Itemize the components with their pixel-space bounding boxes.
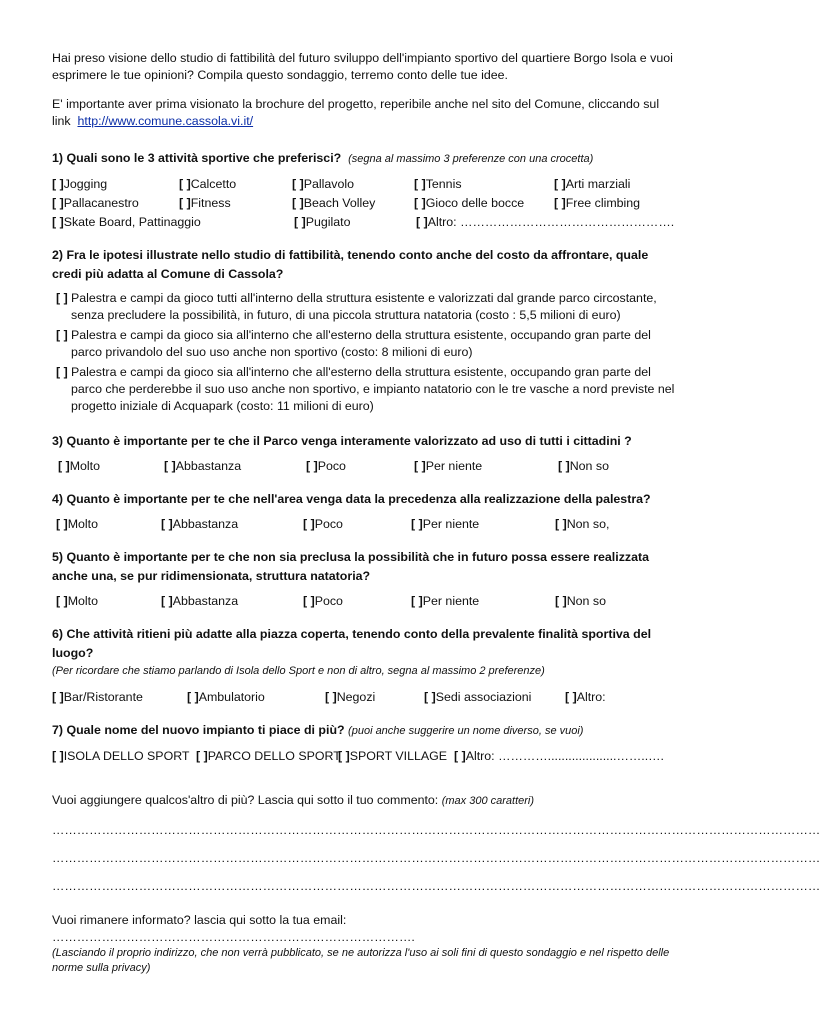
q4-options — [52, 515, 677, 534]
q1-option-arti-marziali[interactable]: [ ]Arti marziali — [554, 177, 631, 191]
q3-option-non-so[interactable]: [ ]Non so — [558, 459, 609, 473]
q4-option-non-so[interactable]: [ ]Non so, — [555, 517, 610, 531]
q6-option-altro[interactable]: [ ]Altro: — [565, 690, 606, 704]
q7-option-village[interactable]: [ ]SPORT VILLAGE — [338, 749, 448, 763]
q1-option-pugilato[interactable]: [ ]Pugilato — [294, 215, 351, 229]
q3-option-abbastanza[interactable]: [ ]Abbastanza — [164, 459, 242, 473]
email-prompt[interactable]: Vuoi rimanere informato? lascia qui sotto la tua email: ……………………………………………………………………………. — [52, 913, 415, 944]
q5-options — [52, 592, 677, 611]
q7-option-isola[interactable]: [ ]ISOLA DELLO SPORT — [52, 749, 190, 763]
survey-page — [52, 50, 820, 976]
q5-option-molto[interactable]: [ ]Molto — [56, 594, 99, 608]
q1-option-tennis[interactable]: [ ]Tennis — [414, 177, 462, 191]
q6-option-sedi[interactable]: [ ]Sedi associazioni — [424, 690, 532, 704]
q3-option-poco[interactable]: [ ]Poco — [306, 459, 346, 473]
q3-option-molto[interactable]: [ ]Molto — [58, 459, 101, 473]
intro-link-paragraph — [52, 96, 677, 130]
comment-prompt-text: Vuoi aggiungere qualcos'altro di più? Lascia qui sotto il tuo commento: — [52, 793, 439, 807]
q2-option-1[interactable]: [ ] Palestra e campi da gioco tutti all'interno della struttura esistente e valorizzati dal grande parco circostante, senza precludere la possibilità, in futuro, di una piccola struttura natatoria (costo : 5,5 milioni di euro) — [56, 291, 657, 322]
q1-option-free-climbing[interactable]: [ ]Free climbing — [554, 196, 641, 210]
q5-option-per-niente[interactable]: [ ]Per niente — [411, 594, 480, 608]
q4-option-abbastanza[interactable]: [ ]Abbastanza — [161, 517, 239, 531]
q1-option-pallavolo[interactable]: [ ]Pallavolo — [292, 177, 354, 191]
comment-note: (max 300 caratteri) — [441, 795, 535, 807]
question-1-title: 1) Quali sono le 3 attività sportive che preferisci? — [52, 151, 342, 165]
question-6: 6) Che attività ritieni più adatte alla piazza coperta, tenendo conto della prevalente finalità sportiva del luogo? — [52, 627, 652, 660]
question-7-note: (puoi anche suggerire un nome diverso, se vuoi) — [348, 725, 584, 737]
privacy-footnote: (Lasciando il proprio indirizzo, che non verrà pubblicato, se ne autorizza l'uso ai soli fini di questo sondaggio e nel rispetto delle norme sulla privacy) — [52, 947, 670, 974]
q1-row-3 — [52, 213, 677, 232]
q1-option-jogging[interactable]: [ ]Jogging — [52, 177, 108, 191]
q7-options — [52, 747, 677, 766]
q1-row-2 — [52, 194, 677, 213]
q1-option-gioco-bocce[interactable]: [ ]Gioco delle bocce — [414, 196, 525, 210]
intro-link-text: E' importante aver prima visionato la brochure del progetto, reperibile anche nel sito del Comune, cliccando sul link — [52, 97, 660, 128]
q2-option-2[interactable]: [ ] Palestra e campi da gioco sia all'interno che all'esterno della struttura esistente, occupando gran parte del parco privandolo del suo uso anche non sportivo (costo: 8 milioni di euro) — [56, 328, 651, 359]
comune-link[interactable]: http://www.comune.cassola.vi.it/ — [77, 114, 254, 128]
q5-option-poco[interactable]: [ ]Poco — [303, 594, 343, 608]
question-3: 3) Quanto è importante per te che il Parco venga interamente valorizzato ad uso di tutti i cittadini ? — [52, 434, 632, 448]
q7-option-parco[interactable]: [ ]PARCO DELLO SPORT — [196, 749, 341, 763]
intro-paragraph: Hai preso visione dello studio di fattibilità del futuro sviluppo dell'impianto sportivo del quartiere Borgo Isola e vuoi esprimere le tue opinioni? Compila questo sondaggio, terremo conto delle tue idee. — [52, 51, 673, 82]
q1-option-beach-volley[interactable]: [ ]Beach Volley — [292, 196, 376, 210]
q5-option-non-so[interactable]: [ ]Non so — [555, 594, 606, 608]
q4-option-per-niente[interactable]: [ ]Per niente — [411, 517, 480, 531]
q3-option-per-niente[interactable]: [ ]Per niente — [414, 459, 483, 473]
question-2: 2) Fra le ipotesi illustrate nello studio di fattibilità, tenendo conto anche del costo da affrontare, quale credi più adatta al Comune di Cassola? — [52, 248, 649, 281]
q2-option-3[interactable]: [ ] Palestra e campi da gioco sia all'interno che all'esterno della struttura esistente, occupando gran parte del parco che perderebbe il suo uso anche non sportivo, e impianto natatorio con le tre vasche a nord previste nel progetto iniziale di Acquapark (costo: 11 milioni di euro) — [56, 365, 675, 413]
question-7 — [52, 721, 677, 741]
comment-line-3[interactable]: …………………………………………………………………………………………………………………………………………………………………… — [52, 879, 820, 893]
q1-row-1 — [52, 175, 677, 194]
question-6-note: (Per ricordare che stiamo parlando di Isola dello Sport e non di altro, segna al massimo 2 preferenze) — [52, 665, 545, 677]
q1-option-altro[interactable]: [ ]Altro: ……………………………………………. — [416, 215, 675, 229]
q7-option-altro[interactable]: [ ]Altro: …………....................……..…. — [454, 749, 664, 763]
q1-option-skate[interactable]: [ ]Skate Board, Pattinaggio — [52, 215, 201, 229]
question-1-note: (segna al massimo 3 preferenze con una crocetta) — [348, 153, 594, 165]
comment-prompt — [52, 792, 677, 810]
q1-option-fitness[interactable]: [ ]Fitness — [179, 196, 231, 210]
question-7-title: 7) Quale nome del nuovo impianto ti piace di più? — [52, 723, 345, 737]
question-1 — [52, 149, 677, 169]
comment-line-2[interactable]: …………………………………………………………………………………………………………………………………………………………………… — [52, 851, 820, 865]
q3-options — [52, 457, 677, 476]
comment-line-1[interactable]: …………………………………………………………………………………………………………………………………………………………………… — [52, 823, 820, 837]
q6-option-bar[interactable]: [ ]Bar/Ristorante — [52, 690, 143, 704]
q6-option-negozi[interactable]: [ ]Negozi — [325, 690, 376, 704]
question-4: 4) Quanto è importante per te che nell'area venga data la precedenza alla realizzazione della palestra? — [52, 492, 651, 506]
q1-option-calcetto[interactable]: [ ]Calcetto — [179, 177, 237, 191]
q4-option-poco[interactable]: [ ]Poco — [303, 517, 343, 531]
q5-option-abbastanza[interactable]: [ ]Abbastanza — [161, 594, 239, 608]
q6-option-ambulatorio[interactable]: [ ]Ambulatorio — [187, 690, 265, 704]
q6-options — [52, 688, 677, 707]
q4-option-molto[interactable]: [ ]Molto — [56, 517, 99, 531]
question-5: 5) Quanto è importante per te che non sia preclusa la possibilità che in futuro possa essere realizzata anche una, se pur ridimensionata, struttura natatoria? — [52, 550, 649, 583]
q1-option-pallacanestro[interactable]: [ ]Pallacanestro — [52, 196, 139, 210]
